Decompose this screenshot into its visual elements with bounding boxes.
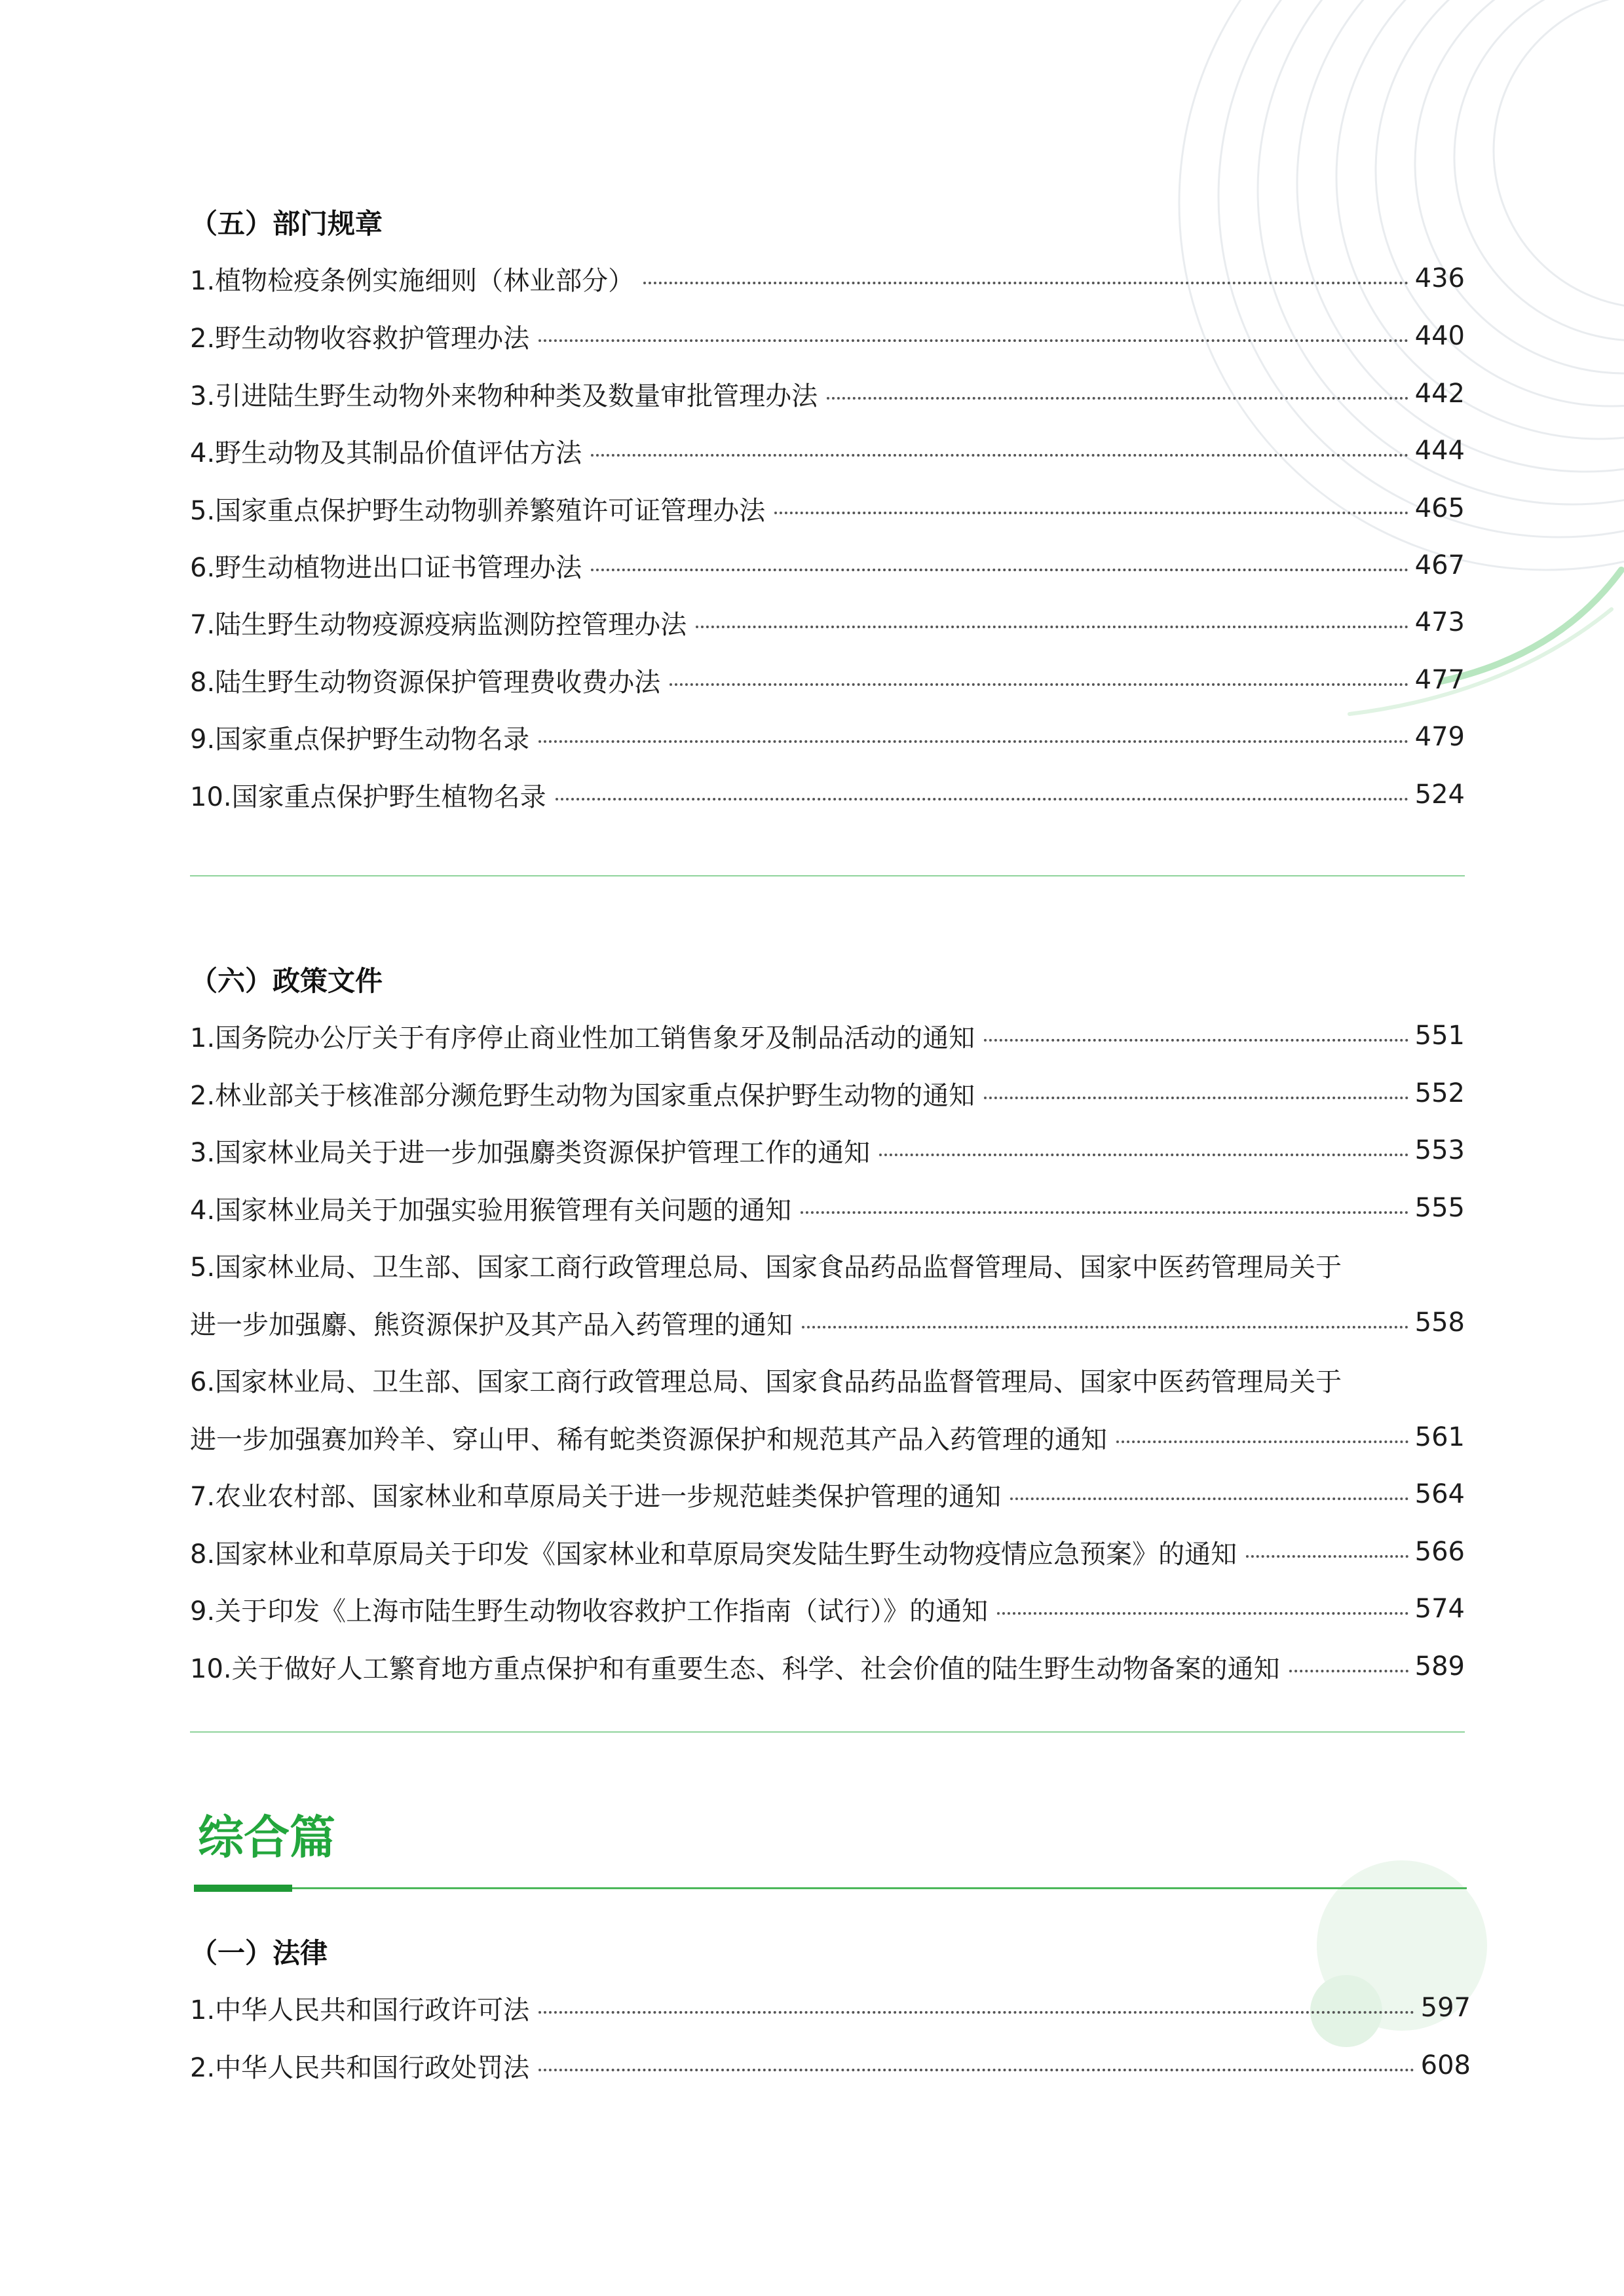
dot-leader	[774, 512, 1408, 514]
part-title: 综合篇	[198, 1811, 335, 1864]
toc-entry[interactable]	[190, 1985, 1471, 2031]
toc-entry[interactable]	[190, 2042, 1471, 2088]
section-heading-6: （六）政策文件	[190, 965, 383, 997]
section-divider	[190, 1731, 1465, 1733]
toc-entry-title-line1: 5.国家林业局、卫生部、国家工商行政管理总局、国家食品药品监督管理局、国家中医药管理局关于	[190, 1252, 1342, 1283]
toc-entry-title: 4.国家林业局关于加强实验用猴管理有关问题的通知	[190, 1195, 792, 1226]
toc-entry-page: 566	[1414, 1537, 1465, 1567]
dot-leader	[643, 282, 1408, 284]
dot-leader	[997, 1612, 1408, 1615]
toc-entry-page: 440	[1414, 321, 1465, 351]
toc-entry-page: 574	[1414, 1594, 1465, 1624]
toc-entry-page: 444	[1414, 436, 1465, 466]
dot-leader	[827, 397, 1408, 400]
toc-entry[interactable]	[190, 428, 1465, 474]
dot-leader	[538, 2069, 1414, 2071]
dot-leader	[591, 454, 1408, 457]
dot-leader	[1289, 1670, 1408, 1672]
dot-leader	[879, 1154, 1408, 1156]
toc-entry-page: 555	[1414, 1193, 1465, 1223]
toc-entry-title: 1.中华人民共和国行政许可法	[190, 1995, 530, 2025]
toc-entry-page: 524	[1414, 780, 1465, 810]
toc-entry-page: 564	[1414, 1479, 1465, 1509]
toc-entry-title: 进一步加强麝、熊资源保护及其产品入药管理的通知	[190, 1309, 793, 1340]
dot-leader	[556, 798, 1408, 800]
toc-entry[interactable]	[190, 772, 1465, 818]
toc-entry[interactable]	[190, 485, 1465, 531]
toc-entry[interactable]	[190, 313, 1465, 359]
toc-entry-title: 7.农业农村部、国家林业和草原局关于进一步规范蛙类保护管理的通知	[190, 1481, 1002, 1512]
toc-entry-title: 2.林业部关于核准部分濒危野生动物为国家重点保护野生动物的通知	[190, 1080, 975, 1111]
dot-leader	[538, 2011, 1414, 2014]
toc-entry-page: 589	[1414, 1651, 1465, 1682]
toc-entry-title: 进一步加强赛加羚羊、穿山甲、稀有蛇类资源保护和规范其产品入药管理的通知	[190, 1424, 1107, 1455]
toc-entry-page: 436	[1414, 263, 1465, 293]
dot-leader	[1116, 1440, 1408, 1443]
part-rule-accent	[194, 1885, 292, 1892]
toc-entry-page: 561	[1414, 1422, 1465, 1452]
toc-entry[interactable]	[190, 542, 1465, 588]
toc-entry-title: 2.野生动物收容救护管理办法	[190, 323, 530, 354]
dot-leader	[538, 740, 1408, 743]
dot-leader	[984, 1039, 1408, 1042]
toc-entry-title-line1: 6.国家林业局、卫生部、国家工商行政管理总局、国家食品药品监督管理局、国家中医药管理局关于	[190, 1366, 1342, 1397]
toc-entry[interactable]	[190, 1586, 1465, 1632]
toc-entry-page: 558	[1414, 1308, 1465, 1338]
toc-entry-page: 552	[1414, 1078, 1465, 1108]
toc-entry-first-line[interactable]	[190, 1242, 1465, 1288]
toc-entry-page: 479	[1414, 722, 1465, 752]
toc-entry-title: 1.国务院办公厅关于有序停止商业性加工销售象牙及制品活动的通知	[190, 1023, 975, 1053]
dot-leader	[696, 626, 1408, 628]
toc-entry[interactable]	[190, 371, 1465, 417]
toc-entry[interactable]	[190, 657, 1465, 703]
toc-entry-first-line[interactable]	[190, 1357, 1465, 1402]
toc-entry[interactable]	[190, 714, 1465, 760]
toc-entry-title: 3.引进陆生野生动物外来物种种类及数量审批管理办法	[190, 381, 818, 411]
toc-entry[interactable]	[190, 1013, 1465, 1059]
toc-entry[interactable]	[190, 1414, 1465, 1460]
toc-entry[interactable]	[190, 1529, 1465, 1575]
toc-entry-title: 7.陆生野生动物疫源疫病监测防控管理办法	[190, 609, 687, 640]
toc-entry[interactable]	[190, 1471, 1465, 1517]
toc-entry-page: 553	[1414, 1135, 1465, 1165]
toc-entry-title: 1.植物检疫条例实施细则（林业部分）	[190, 265, 635, 296]
toc-entry[interactable]	[190, 255, 1465, 301]
toc-entry[interactable]	[190, 1185, 1465, 1231]
dot-leader	[1246, 1555, 1408, 1558]
dot-leader	[1010, 1497, 1408, 1500]
toc-entry-title: 9.关于印发《上海市陆生野生动物收容救护工作指南（试行）》的通知	[190, 1596, 989, 1627]
toc-entry-page: 442	[1414, 379, 1465, 409]
part-rule	[194, 1887, 1467, 1889]
toc-entry-page: 608	[1420, 2050, 1471, 2080]
toc-entry-title: 9.国家重点保护野生动物名录	[190, 724, 530, 755]
toc-entry-page: 597	[1420, 1993, 1471, 2023]
toc-entry[interactable]	[190, 1300, 1465, 1346]
toc-entry-page: 551	[1414, 1021, 1465, 1051]
toc-entry-page: 473	[1414, 607, 1465, 637]
dot-leader	[801, 1211, 1408, 1214]
decorative-circles	[1297, 1847, 1507, 2070]
toc-entry-title: 8.陆生野生动物资源保护管理费收费办法	[190, 667, 661, 698]
toc-entry-title: 4.野生动物及其制品价值评估方法	[190, 438, 582, 468]
dot-leader	[591, 569, 1408, 571]
section-divider	[190, 875, 1465, 876]
toc-entry[interactable]	[190, 1127, 1465, 1173]
toc-entry-title: 10.国家重点保护野生植物名录	[190, 781, 546, 812]
toc-entry-page: 477	[1414, 665, 1465, 695]
toc-entry-title: 3.国家林业局关于进一步加强麝类资源保护管理工作的通知	[190, 1137, 871, 1168]
dot-leader	[538, 339, 1408, 342]
section-heading-5: （五）部门规章	[190, 208, 383, 240]
section-heading-1: （一）法律	[190, 1937, 328, 1969]
toc-entry[interactable]	[190, 599, 1465, 645]
toc-entry-title: 10.关于做好人工繁育地方重点保护和有重要生态、科学、社会价值的陆生野生动物备案的通知	[190, 1653, 1280, 1684]
toc-entry[interactable]	[190, 1644, 1465, 1689]
dot-leader	[802, 1326, 1408, 1328]
toc-entry-page: 465	[1414, 493, 1465, 523]
toc-entry-title: 6.野生动植物进出口证书管理办法	[190, 552, 582, 583]
toc-entry-title: 5.国家重点保护野生动物驯养繁殖许可证管理办法	[190, 495, 766, 526]
dot-leader	[670, 683, 1408, 686]
toc-entry-title: 8.国家林业和草原局关于印发《国家林业和草原局突发陆生野生动物疫情应急预案》的通知	[190, 1539, 1237, 1570]
toc-entry[interactable]	[190, 1070, 1465, 1116]
toc-entry-title: 2.中华人民共和国行政处罚法	[190, 2052, 530, 2083]
toc-entry-page: 467	[1414, 550, 1465, 580]
dot-leader	[984, 1097, 1408, 1099]
